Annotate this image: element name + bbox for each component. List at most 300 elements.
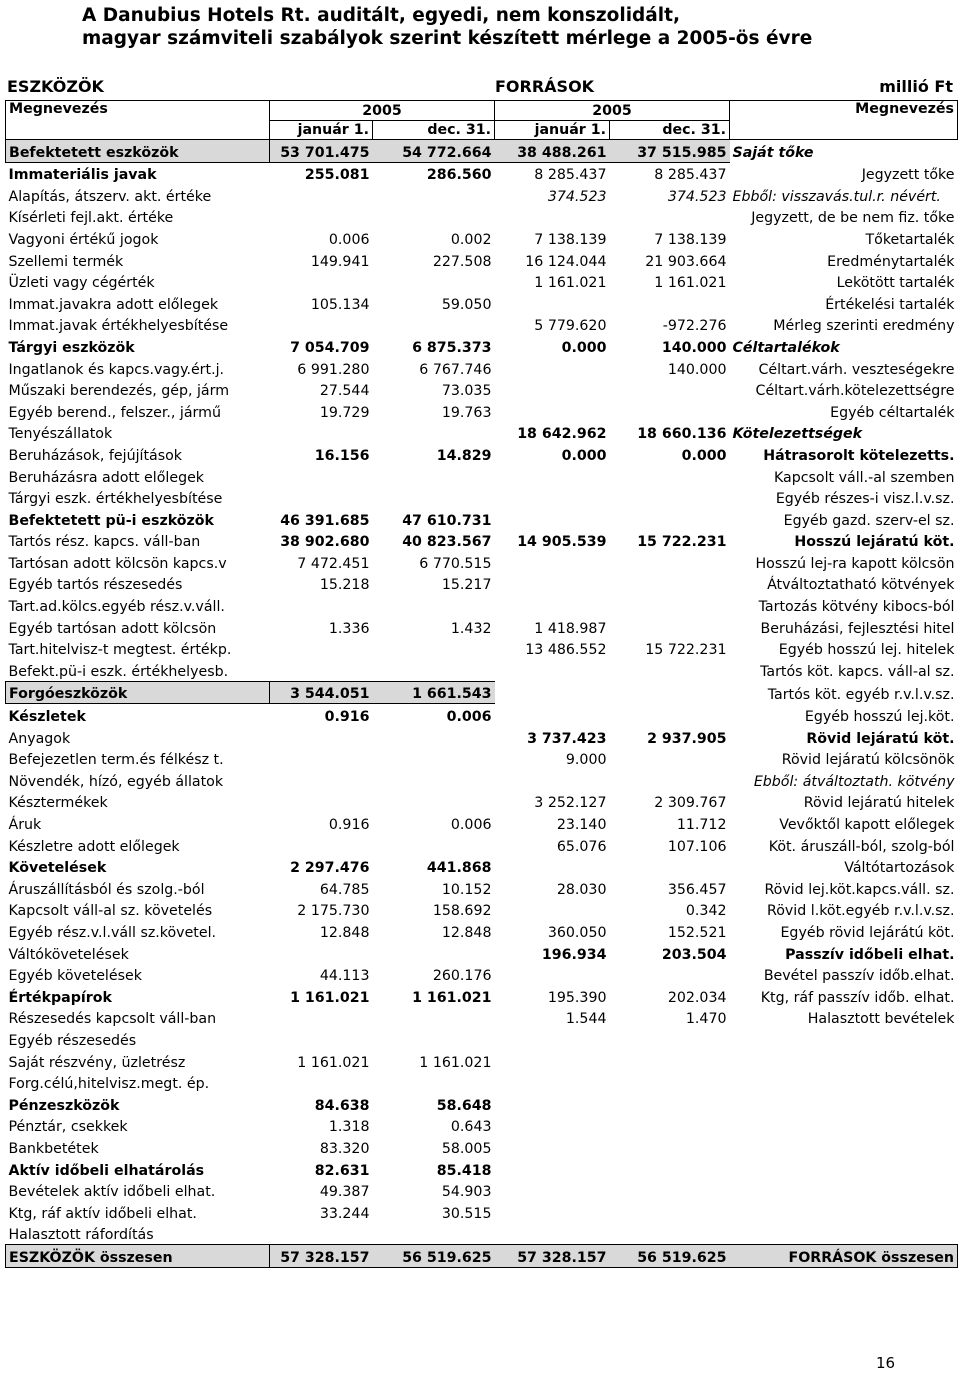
asset-value: 12.848 bbox=[319, 924, 370, 941]
asset-value: 0.006 bbox=[446, 709, 492, 726]
asset-item-label: Vagyoni értékű jogok bbox=[8, 231, 159, 248]
liability-value: 5 779.620 bbox=[534, 318, 607, 335]
liability-item-label: Egyéb rövid lejárátú köt. bbox=[780, 924, 955, 941]
asset-value bbox=[373, 271, 495, 293]
asset-value: 15.218 bbox=[319, 577, 370, 594]
asset-item-label: Készletek bbox=[8, 709, 86, 726]
table-row bbox=[6, 1223, 958, 1245]
liability-value bbox=[610, 659, 730, 681]
asset-value: 64.785 bbox=[319, 881, 370, 898]
liability-value bbox=[495, 1072, 610, 1094]
asset-value: 158.692 bbox=[432, 903, 492, 920]
unit-label: millió Ft bbox=[879, 77, 953, 96]
asset-value bbox=[373, 659, 495, 681]
asset-item-label: Egyéb követelések bbox=[8, 968, 142, 985]
asset-item-label: Egyéb részesedés bbox=[8, 1032, 137, 1049]
liability-item-label: Hosszú lejáratú köt. bbox=[794, 534, 955, 551]
asset-value: 10.152 bbox=[441, 881, 492, 898]
table-row bbox=[6, 249, 958, 271]
asset-item-label: Egyéb rész.v.l.váll sz.követel. bbox=[8, 924, 217, 941]
table-row bbox=[6, 357, 958, 379]
asset-value: 19.729 bbox=[319, 404, 370, 421]
liability-value: 374.523 bbox=[547, 188, 607, 205]
page-number: 16 bbox=[876, 1354, 896, 1372]
asset-value bbox=[373, 942, 495, 964]
liability-value: 140.000 bbox=[667, 361, 727, 378]
asset-value bbox=[270, 769, 373, 791]
asset-value: 82.631 bbox=[314, 1162, 370, 1179]
liability-value bbox=[610, 1158, 730, 1180]
liability-item-label bbox=[730, 1115, 958, 1137]
liability-value bbox=[610, 292, 730, 314]
liability-value: 15 722.231 bbox=[637, 534, 727, 551]
liability-value bbox=[610, 573, 730, 595]
asset-value bbox=[373, 748, 495, 770]
asset-value: 1.318 bbox=[328, 1119, 370, 1136]
liability-item-label: FORRÁSOK összesen bbox=[730, 1245, 958, 1268]
table-row bbox=[6, 681, 958, 704]
liability-value: 140.000 bbox=[661, 339, 727, 356]
asset-value: 441.868 bbox=[426, 860, 492, 877]
asset-value bbox=[270, 1028, 373, 1050]
asset-value bbox=[373, 769, 495, 791]
table-row bbox=[6, 551, 958, 573]
asset-item-label: Immat.javakra adott előlegek bbox=[8, 296, 219, 313]
asset-value: 57 328.157 bbox=[270, 1245, 373, 1268]
liability-value: 195.390 bbox=[547, 989, 607, 1006]
liability-item-label: Kötelezettségek bbox=[732, 426, 863, 443]
liability-item-label: Hátrasorolt kötelezetts. bbox=[763, 447, 955, 464]
liability-value: 203.504 bbox=[661, 946, 727, 963]
liability-value bbox=[610, 1050, 730, 1072]
asset-value: 0.916 bbox=[328, 817, 370, 833]
asset-value bbox=[270, 314, 373, 336]
liability-item-label bbox=[730, 1072, 958, 1094]
liability-value: 9.000 bbox=[565, 752, 607, 769]
liability-value bbox=[495, 551, 610, 573]
table-row bbox=[6, 443, 958, 465]
table-row bbox=[6, 659, 958, 681]
liability-value: 0.000 bbox=[681, 447, 727, 464]
liability-item-label: Passzív időbeli elhat. bbox=[785, 946, 955, 963]
liability-item-label bbox=[730, 1136, 958, 1158]
liability-item-label: Rövid lejáratú hitelek bbox=[803, 795, 955, 812]
liability-item-label: Egyéb céltartalék bbox=[830, 404, 955, 421]
asset-value: 84.638 bbox=[314, 1097, 370, 1114]
asset-value: 85.418 bbox=[436, 1162, 492, 1179]
liability-item-label: Céltartalékok bbox=[732, 339, 840, 356]
asset-value: 53 701.475 bbox=[270, 140, 373, 163]
asset-item-label: Befejezetlen term.és félkész t. bbox=[8, 752, 224, 769]
liability-value: 0.000 bbox=[561, 447, 607, 464]
table-row bbox=[6, 271, 958, 293]
asset-value: 286.560 bbox=[426, 167, 492, 184]
col-year-liab: 2005 bbox=[495, 101, 730, 121]
asset-value: 260.176 bbox=[432, 968, 492, 985]
asset-item-label: Követelések bbox=[8, 860, 107, 877]
asset-item-label: Egyéb berend., felszer., jármű bbox=[8, 404, 221, 421]
table-row bbox=[6, 422, 958, 444]
asset-value: 255.081 bbox=[304, 167, 370, 184]
asset-value: 49.387 bbox=[319, 1184, 370, 1201]
asset-value bbox=[270, 271, 373, 293]
asset-item-label: Tart.ad.kölcs.egyéb rész.v.váll. bbox=[8, 599, 225, 616]
liability-item-label: Eredménytartalék bbox=[827, 253, 955, 270]
table-row bbox=[6, 1158, 958, 1180]
table-row bbox=[6, 1115, 958, 1137]
liability-value: 18 642.962 bbox=[517, 426, 607, 443]
asset-item-label: Értékpapírok bbox=[8, 989, 112, 1006]
liability-item-label: Saját tőke bbox=[730, 140, 958, 163]
liability-item-label: Mérleg szerinti eredmény bbox=[773, 318, 955, 335]
asset-item-label: Tenyészállatok bbox=[8, 426, 113, 443]
asset-value: 58.648 bbox=[436, 1097, 492, 1114]
liability-item-label: Tartós köt. egyéb r.v.l.v.sz. bbox=[767, 686, 955, 703]
asset-item-label: Egyéb tartós részesedés bbox=[8, 577, 183, 594]
asset-item-label: Bankbetétek bbox=[8, 1140, 99, 1157]
asset-item-label: Váltókövetelések bbox=[8, 946, 129, 963]
col-jan-assets: január 1. bbox=[270, 121, 373, 140]
asset-value: 19.763 bbox=[441, 404, 492, 421]
liability-item-label bbox=[730, 1223, 958, 1245]
liability-value: 57 328.157 bbox=[495, 1245, 610, 1268]
asset-value: 3 544.051 bbox=[270, 681, 373, 704]
asset-value bbox=[270, 834, 373, 856]
table-row bbox=[6, 465, 958, 487]
asset-item-label: Ktg, ráf aktív időbeli elhat. bbox=[8, 1205, 197, 1222]
liability-item-label: Egyéb gazd. szerv-el sz. bbox=[783, 512, 955, 529]
asset-value bbox=[270, 594, 373, 616]
asset-value: 30.515 bbox=[441, 1205, 492, 1222]
liability-value bbox=[495, 704, 610, 726]
liability-item-label bbox=[730, 1180, 958, 1202]
liability-value: 11.712 bbox=[676, 817, 727, 833]
liability-item-label: Tőketartalék bbox=[865, 231, 955, 248]
asset-item-label: Befekt.pü-i eszk. értékhelyesb. bbox=[8, 663, 229, 680]
liability-item-label: Ebből: visszavás.tul.r. névért. bbox=[732, 188, 941, 205]
table-row bbox=[6, 899, 958, 921]
liability-item-label: Beruházási, fejlesztési hitel bbox=[760, 620, 955, 637]
liability-item-label: Rövid lej.köt.kapcs.váll. sz. bbox=[764, 881, 955, 898]
asset-item-label: Műszaki berendezés, gép, járm bbox=[8, 383, 230, 400]
asset-value: 0.916 bbox=[324, 709, 370, 726]
asset-item-label: Immat.javak értékhelyesbítése bbox=[8, 318, 229, 335]
liability-value bbox=[495, 1180, 610, 1202]
table-row bbox=[6, 1028, 958, 1050]
liability-value: 7 138.139 bbox=[534, 231, 607, 248]
asset-value: 58.005 bbox=[441, 1140, 492, 1157]
asset-item-label: Áruk bbox=[8, 817, 42, 833]
liability-value: 21 903.664 bbox=[645, 253, 727, 270]
liability-item-label: Tartozás kötvény kibocs-ból bbox=[758, 599, 955, 616]
liability-value: 15 722.231 bbox=[645, 642, 727, 659]
liability-item-label: Köt. áruszáll-ból, szolg-ból bbox=[768, 838, 955, 855]
asset-value: 1 161.021 bbox=[290, 989, 370, 1006]
asset-value: 2 175.730 bbox=[297, 903, 370, 920]
asset-item-label: Késztermékek bbox=[8, 795, 108, 812]
asset-value: 1.432 bbox=[450, 620, 492, 637]
asset-value: 2 297.476 bbox=[290, 860, 370, 877]
table-row bbox=[6, 1201, 958, 1223]
table-row bbox=[6, 1245, 958, 1268]
liability-value: 356.457 bbox=[667, 881, 727, 898]
table-row bbox=[6, 162, 958, 184]
liability-value bbox=[495, 594, 610, 616]
table-row bbox=[6, 877, 958, 899]
asset-item-label: Kísérleti fejl.akt. értéke bbox=[8, 210, 174, 227]
liability-value bbox=[610, 594, 730, 616]
liability-value bbox=[610, 616, 730, 638]
asset-item-label: Ingatlanok és kapcs.vagy.ért.j. bbox=[8, 361, 225, 378]
asset-value: 44.113 bbox=[319, 968, 370, 985]
asset-item-label: Növendék, hízó, egyéb állatok bbox=[8, 773, 224, 790]
liability-value: 202.034 bbox=[667, 989, 727, 1006]
asset-item-label: Beruházások, fejújítások bbox=[8, 447, 183, 464]
table-row bbox=[6, 920, 958, 942]
asset-item-label: Immateriális javak bbox=[8, 167, 157, 184]
asset-value bbox=[373, 594, 495, 616]
asset-value bbox=[270, 487, 373, 509]
liability-value bbox=[495, 1115, 610, 1137]
asset-value: 1 661.543 bbox=[373, 681, 495, 704]
liability-item-label: Átváltoztatható kötvények bbox=[767, 577, 955, 594]
asset-item-label: Tárgyi eszk. értékhelyesbítése bbox=[8, 491, 223, 508]
asset-value bbox=[270, 1223, 373, 1245]
liability-value: 8 285.437 bbox=[654, 167, 727, 184]
liability-value: 152.521 bbox=[667, 924, 727, 941]
liability-item-label: Tartós köt. kapcs. váll-al sz. bbox=[760, 664, 955, 681]
table-row bbox=[6, 140, 958, 163]
table-row bbox=[6, 184, 958, 206]
asset-item-label: Pénzeszközök bbox=[8, 1097, 120, 1114]
asset-value: 38 902.680 bbox=[280, 534, 370, 551]
table-row bbox=[6, 314, 958, 336]
asset-item-label: Tart.hitelvisz-t megtest. értékp. bbox=[8, 642, 232, 659]
asset-value bbox=[270, 184, 373, 206]
asset-item-label: Készletre adott előlegek bbox=[8, 838, 180, 855]
asset-value bbox=[373, 465, 495, 487]
asset-value: 47 610.731 bbox=[402, 512, 492, 529]
liability-item-label: Ktg, ráf passzív időb. elhat. bbox=[760, 989, 955, 1006]
liability-value bbox=[610, 681, 730, 704]
liability-item-label: Ebből: átváltoztath. kötvény bbox=[753, 773, 955, 790]
table-row bbox=[6, 227, 958, 249]
liability-value: 0.342 bbox=[685, 903, 727, 920]
table-row bbox=[6, 1093, 958, 1115]
col-name-header-right: Megnevezés bbox=[730, 101, 958, 140]
liability-item-label: Rövid lejáratú kölcsönök bbox=[781, 752, 955, 769]
asset-value: 6 767.746 bbox=[419, 361, 492, 378]
asset-value bbox=[270, 1072, 373, 1094]
asset-item-label: Befektetett pü-i eszközök bbox=[8, 512, 214, 529]
asset-value: 7 054.709 bbox=[290, 339, 370, 356]
asset-item-label: Kapcsolt váll-al sz. követelés bbox=[8, 903, 213, 920]
asset-value: 56 519.625 bbox=[373, 1245, 495, 1268]
asset-value bbox=[373, 1223, 495, 1245]
asset-item-label: Aktív időbeli elhatárolás bbox=[8, 1162, 205, 1179]
asset-item-label: Anyagok bbox=[8, 730, 71, 747]
asset-value: 1 161.021 bbox=[412, 989, 492, 1006]
liability-value bbox=[495, 769, 610, 791]
table-row bbox=[6, 400, 958, 422]
liability-item-label: Lekötött tartalék bbox=[836, 275, 955, 292]
table-row bbox=[6, 942, 958, 964]
asset-value: 6 875.373 bbox=[412, 339, 492, 356]
liability-item-label: Rövid lejáratú köt. bbox=[806, 730, 955, 747]
liability-value bbox=[495, 487, 610, 509]
col-dec-liab: dec. 31. bbox=[610, 121, 730, 140]
asset-value: 1.336 bbox=[328, 620, 370, 637]
table-row bbox=[6, 206, 958, 228]
liability-value bbox=[495, 1050, 610, 1072]
asset-value bbox=[373, 1072, 495, 1094]
liability-value: 1 418.987 bbox=[534, 620, 607, 637]
table-row bbox=[6, 704, 958, 726]
asset-value: 73.035 bbox=[441, 383, 492, 400]
asset-value bbox=[373, 1028, 495, 1050]
liability-value: 2 937.905 bbox=[647, 730, 727, 747]
liability-item-label: Értékelési tartalék bbox=[825, 296, 955, 313]
liability-item-label: Céltart.várh. veszteségekre bbox=[758, 361, 955, 378]
liability-item-label bbox=[730, 1158, 958, 1180]
liability-value: 37 515.985 bbox=[610, 140, 730, 163]
table-row bbox=[6, 1050, 958, 1072]
asset-item-label: ESZKÖZÖK összesen bbox=[6, 1245, 270, 1268]
asset-value bbox=[270, 1007, 373, 1029]
asset-value bbox=[270, 422, 373, 444]
liability-value: 28.030 bbox=[556, 881, 607, 898]
table-row bbox=[6, 812, 958, 834]
liability-value bbox=[495, 357, 610, 379]
document-title bbox=[82, 4, 812, 50]
asset-value bbox=[270, 465, 373, 487]
asset-value: 0.006 bbox=[450, 817, 492, 833]
asset-item-label: Befektetett eszközök bbox=[6, 140, 270, 163]
table-row bbox=[6, 638, 958, 660]
liability-value bbox=[495, 400, 610, 422]
column-header-row bbox=[6, 101, 958, 121]
asset-item-label: Pénztár, csekkek bbox=[8, 1119, 128, 1136]
asset-value bbox=[373, 834, 495, 856]
col-jan-liab: január 1. bbox=[495, 121, 610, 140]
table-row bbox=[6, 335, 958, 357]
liability-item-label: Céltart.várh.kötelezettségre bbox=[755, 383, 955, 400]
table-row bbox=[6, 726, 958, 748]
liability-value bbox=[495, 1201, 610, 1223]
asset-value: 54.903 bbox=[441, 1184, 492, 1201]
asset-item-label: Bevételek aktív időbeli elhat. bbox=[8, 1184, 216, 1201]
liability-item-label: Bevétel passzív időb.elhat. bbox=[763, 968, 955, 985]
table-row bbox=[6, 573, 958, 595]
liability-value bbox=[610, 400, 730, 422]
liability-value: 16 124.044 bbox=[525, 253, 607, 270]
liability-item-label bbox=[730, 1050, 958, 1072]
liability-value bbox=[495, 1028, 610, 1050]
asset-value: 27.544 bbox=[319, 383, 370, 400]
liability-value bbox=[610, 487, 730, 509]
balance-sheet-table bbox=[5, 100, 958, 1268]
liability-value bbox=[495, 1136, 610, 1158]
liability-item-label: Egyéb hosszú lej. hitelek bbox=[778, 642, 955, 659]
liability-item-label: Rövid l.köt.egyéb r.v.l.v.sz. bbox=[767, 903, 955, 920]
liability-value bbox=[610, 379, 730, 401]
liability-value bbox=[610, 1223, 730, 1245]
asset-value bbox=[270, 726, 373, 748]
liability-item-label bbox=[730, 1201, 958, 1223]
col-year-assets: 2005 bbox=[270, 101, 495, 121]
asset-item-label: Saját részvény, üzletrész bbox=[8, 1054, 186, 1071]
liability-value bbox=[610, 1093, 730, 1115]
liability-value bbox=[495, 681, 610, 704]
asset-value: 0.002 bbox=[450, 231, 492, 248]
table-row bbox=[6, 1136, 958, 1158]
asset-value bbox=[373, 638, 495, 660]
liability-item-label: Halasztott bevételek bbox=[807, 1011, 955, 1028]
asset-value bbox=[270, 748, 373, 770]
table-row bbox=[6, 292, 958, 314]
asset-item-label: Tartós rész. kapcs. váll-ban bbox=[8, 534, 201, 551]
table-row bbox=[6, 530, 958, 552]
liability-value: 1 161.021 bbox=[534, 275, 607, 292]
liability-value: 374.523 bbox=[667, 188, 727, 205]
liability-value: 3 737.423 bbox=[527, 730, 607, 747]
liability-value bbox=[495, 1093, 610, 1115]
liability-value: 0.000 bbox=[561, 339, 607, 356]
liability-item-label: Váltótartozások bbox=[844, 860, 955, 877]
liability-item-label: Egyéb hosszú lej.köt. bbox=[804, 709, 955, 726]
table-row bbox=[6, 1180, 958, 1202]
liability-value bbox=[610, 1028, 730, 1050]
table-row bbox=[6, 834, 958, 856]
asset-item-label: Egyéb tartósan adott kölcsön bbox=[8, 620, 217, 637]
asset-item-label: Áruszállításból és szolg.-ból bbox=[8, 881, 205, 898]
liability-value bbox=[610, 856, 730, 878]
liability-value bbox=[610, 465, 730, 487]
liability-value: 38 488.261 bbox=[495, 140, 610, 163]
col-name-header: Megnevezés bbox=[6, 101, 270, 140]
table-row bbox=[6, 616, 958, 638]
liability-value bbox=[610, 769, 730, 791]
asset-value bbox=[373, 422, 495, 444]
table-row bbox=[6, 487, 958, 509]
asset-item-label: Beruházásra adott előlegek bbox=[8, 469, 205, 486]
asset-value: 54 772.664 bbox=[373, 140, 495, 163]
asset-value bbox=[270, 942, 373, 964]
asset-value: 6 991.280 bbox=[297, 361, 370, 378]
liability-item-label: Hosszú lej-ra kapott kölcsön bbox=[755, 555, 955, 572]
liability-value bbox=[610, 748, 730, 770]
table-row bbox=[6, 769, 958, 791]
table-row bbox=[6, 791, 958, 813]
asset-value: 33.244 bbox=[319, 1205, 370, 1222]
asset-value: 0.643 bbox=[450, 1119, 492, 1136]
liabilities-heading: FORRÁSOK bbox=[495, 77, 595, 96]
asset-value bbox=[373, 184, 495, 206]
liability-value bbox=[495, 899, 610, 921]
asset-value: 105.134 bbox=[310, 296, 370, 313]
liability-value: 8 285.437 bbox=[534, 167, 607, 184]
asset-value: 40 823.567 bbox=[402, 534, 492, 551]
asset-value: 15.217 bbox=[441, 577, 492, 594]
liability-value: 107.106 bbox=[667, 838, 727, 855]
table-row bbox=[6, 985, 958, 1007]
liability-value: 1 161.021 bbox=[654, 275, 727, 292]
liability-item-label: Jegyzett tőke bbox=[861, 167, 955, 184]
table-row bbox=[6, 748, 958, 770]
table-row bbox=[6, 594, 958, 616]
asset-value bbox=[373, 487, 495, 509]
liability-item-label: Vevőktől kapott előlegek bbox=[779, 817, 955, 833]
